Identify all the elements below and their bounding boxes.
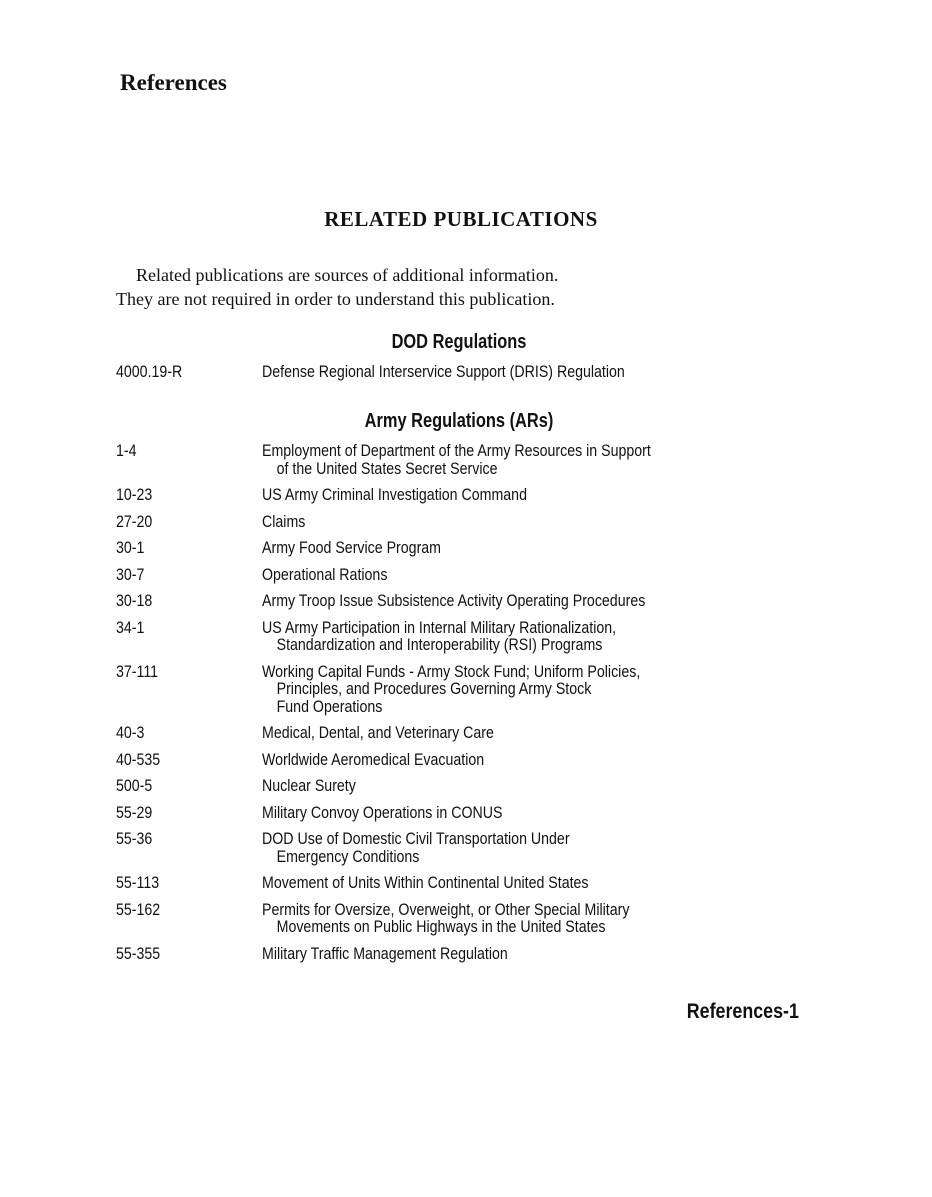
regulation-title-line: DOD Use of Domestic Civil Transportation Under	[262, 830, 570, 848]
regulation-number: 37-111	[116, 662, 159, 681]
regulation-title	[262, 778, 687, 796]
regulation-title-line: Medical, Dental, and Veterinary Care	[262, 724, 494, 742]
regulation-title-continuation: Standardization and Interoperability (RSI) Programs	[276, 636, 603, 654]
regulation-number: 55-355	[116, 944, 161, 963]
regulation-title	[262, 443, 687, 478]
intro-line-2: They are not required in order to understand this publication.	[116, 289, 555, 309]
dod-regulations-heading: DOD Regulations	[391, 331, 527, 353]
regulation-row	[116, 593, 756, 611]
regulation-title-line: Military Convoy Operations in CONUS	[262, 803, 503, 822]
regulation-number: 10-23	[116, 486, 153, 504]
regulation-title-line: Worldwide Aeromedical Evacuation	[262, 750, 485, 769]
regulation-number: 30-18	[116, 592, 153, 610]
regulation-row	[116, 364, 756, 382]
regulation-title	[262, 805, 687, 823]
regulation-number: 500-5	[116, 777, 153, 795]
regulation-title	[262, 664, 687, 717]
regulation-title-continuation: of the United States Secret Service	[276, 459, 498, 478]
regulation-title-line: Army Food Service Program	[262, 539, 442, 557]
regulation-title-line: Army Troop Issue Subsistence Activity Operating Procedures	[262, 592, 646, 610]
regulation-number: 4000.19-R	[116, 363, 183, 381]
regulation-row	[116, 831, 756, 866]
regulation-title-line: US Army Participation in Internal Military Rationalization,	[262, 618, 617, 637]
regulation-title	[262, 725, 687, 743]
regulation-title	[262, 902, 687, 937]
regulation-title-line: Defense Regional Interservice Support (DRIS) Regulation	[262, 363, 625, 381]
regulation-title	[262, 514, 687, 532]
regulation-row	[116, 902, 756, 937]
regulation-title-continuation: Movements on Public Highways in the United States	[276, 918, 606, 936]
regulation-row	[116, 443, 756, 478]
army-regulations-list	[116, 443, 756, 972]
regulation-row	[116, 946, 756, 964]
intro-paragraph	[116, 263, 676, 311]
regulation-row	[116, 752, 756, 770]
regulation-row	[116, 540, 756, 558]
regulation-title-line: Military Traffic Management Regulation	[262, 944, 508, 963]
regulation-number: 55-29	[116, 803, 153, 822]
regulation-title-continuation: Emergency Conditions	[276, 847, 420, 866]
intro-line-1: Related publications are sources of additional information.	[136, 265, 559, 285]
regulation-title-line: Claims	[262, 512, 306, 531]
army-regulations-heading: Army Regulations (ARs)	[364, 410, 554, 432]
regulation-number: 30-1	[116, 539, 145, 557]
regulation-row	[116, 664, 756, 717]
regulation-row	[116, 620, 756, 655]
regulation-title-continuation: Fund Operations	[276, 697, 383, 716]
regulation-title	[262, 620, 687, 655]
regulation-row	[116, 487, 756, 505]
regulation-title-line: Movement of Units Within Continental United States	[262, 874, 589, 892]
regulation-row	[116, 778, 756, 796]
regulation-title	[262, 752, 687, 770]
regulation-title	[262, 946, 687, 964]
page-header: References	[120, 70, 227, 95]
regulation-number: 55-36	[116, 830, 153, 848]
regulation-number: 40-3	[116, 724, 145, 742]
regulation-title	[262, 487, 687, 505]
regulation-title-continuation: Principles, and Procedures Governing Army Stock	[276, 680, 592, 698]
regulation-number: 40-535	[116, 750, 161, 769]
regulation-title-line: Permits for Oversize, Overweight, or Other Special Military	[262, 900, 630, 919]
regulation-number: 30-7	[116, 565, 145, 584]
regulation-title-line: US Army Criminal Investigation Command	[262, 486, 527, 504]
regulation-number: 34-1	[116, 618, 145, 637]
regulation-title	[262, 831, 687, 866]
regulation-title-line: Operational Rations	[262, 565, 388, 584]
regulation-row	[116, 514, 756, 532]
dod-regulations-list	[116, 364, 756, 391]
regulation-title	[262, 567, 687, 585]
regulation-number: 27-20	[116, 512, 153, 531]
regulation-row	[116, 875, 756, 893]
regulation-title	[262, 540, 687, 558]
page-number: References-1	[686, 1000, 799, 1023]
regulation-row	[116, 805, 756, 823]
regulation-number: 55-113	[116, 874, 160, 892]
regulation-row	[116, 567, 756, 585]
regulation-number: 1-4	[116, 442, 137, 460]
section-title: RELATED PUBLICATIONS	[324, 207, 598, 231]
regulation-title-line: Employment of Department of the Army Resources in Support	[262, 442, 651, 460]
regulation-row	[116, 725, 756, 743]
regulation-title-line: Working Capital Funds - Army Stock Fund; Uniform Policies,	[262, 662, 641, 681]
regulation-title	[262, 593, 687, 611]
regulation-number: 55-162	[116, 900, 161, 919]
regulation-title	[262, 875, 687, 893]
regulation-title-line: Nuclear Surety	[262, 777, 356, 795]
regulation-title	[262, 364, 687, 382]
